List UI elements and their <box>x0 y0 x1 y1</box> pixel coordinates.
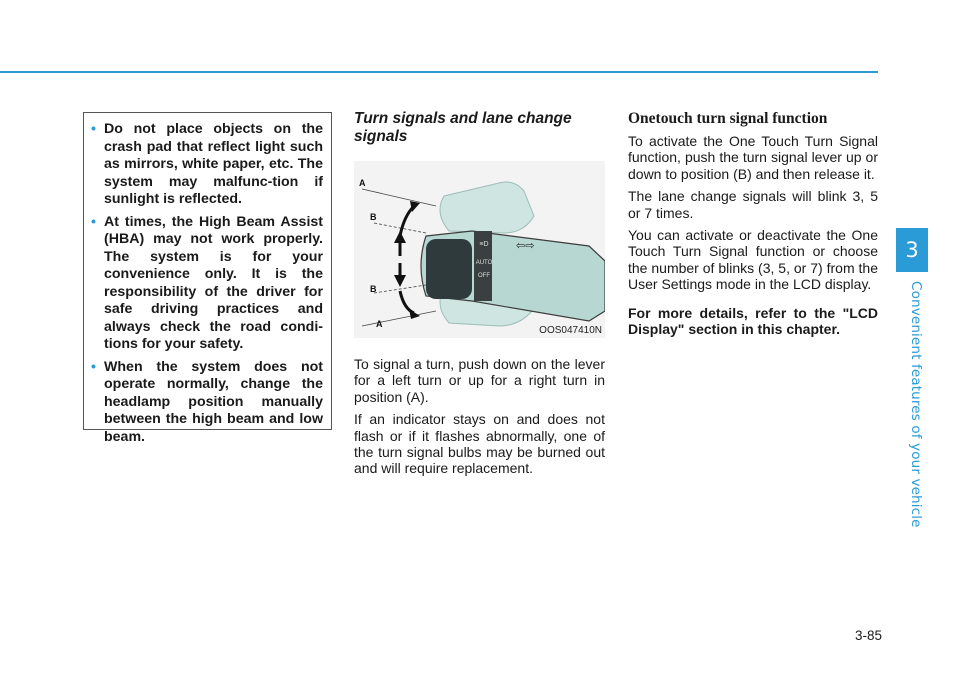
svg-text:≡D: ≡D <box>479 241 489 248</box>
paragraph: The lane change signals will blink 3, 5 or 7 times. <box>628 188 878 221</box>
svg-text:A: A <box>376 319 383 329</box>
bullet-icon: • <box>91 213 96 230</box>
figure-code: OOS047410N <box>539 325 602 336</box>
page-number: 3-85 <box>854 628 882 643</box>
svg-text:AUTO: AUTO <box>475 260 493 266</box>
bullet-icon: • <box>91 121 96 137</box>
warning-item: • When the system does not operate normally, change the headlamp position manually between the high beam and low beam. <box>91 358 323 445</box>
lever-figure <box>354 161 605 338</box>
warning-box <box>83 112 332 445</box>
chapter-title: Convenient features of your vehicle <box>908 281 924 528</box>
svg-text:OFF: OFF <box>478 273 490 279</box>
svg-text:B: B <box>370 284 377 294</box>
onetouch-section <box>628 110 878 343</box>
paragraph: If an indicator stays on and does not flash or if it flashes abnormally, one of the turn signal bulbs may be burned out and will require replacement. <box>354 411 605 477</box>
paragraph: To activate the One Touch Turn Signal function, push the turn signal lever up or down to position (B) and then release it. <box>628 133 878 182</box>
turn-signal-section <box>354 110 605 483</box>
warning-item: • Do not place objects on the crash pad that reflect light such as mirrors, white paper, etc. The system may malfunc-tion if sunlight is reflected. <box>91 121 323 207</box>
section-heading: Turn signals and lane change signals <box>354 110 572 145</box>
paragraph: To signal a turn, push down on the lever for a left turn or up for a right turn in position (A). <box>354 356 605 405</box>
subsection-heading: Onetouch turn signal function <box>628 110 828 127</box>
warning-item: • At times, the High Beam Assist (HBA) may not work properly. The system is for your convenience only. It is the responsibility of the driver for safe driving practices and always check the road condi-tions for your safety. <box>91 213 323 352</box>
header-rule <box>0 71 878 73</box>
note: For more details, refer to the "LCD Display" section in this chapter. <box>628 304 878 338</box>
bullet-icon: • <box>91 358 96 375</box>
svg-text:A: A <box>359 178 366 188</box>
paragraph: You can activate or deactivate the One Touch Turn Signal function or choose the number of blinks (3, 5, or 7) from the User Settings mode in the LCD display. <box>628 227 878 293</box>
svg-text:B: B <box>370 212 377 222</box>
chapter-number-tab: 3 <box>896 228 928 272</box>
svg-text:⇦⇨: ⇦⇨ <box>516 239 535 252</box>
turn-signal-lever-illustration <box>354 161 605 338</box>
